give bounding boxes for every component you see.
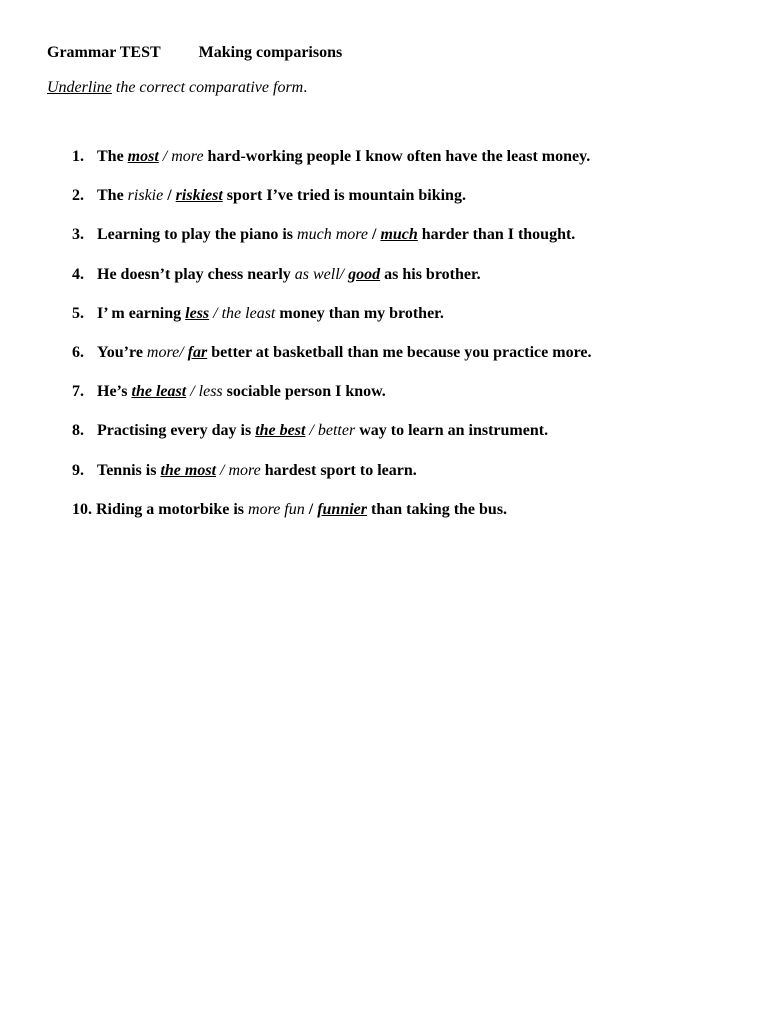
question-item [72, 344, 591, 383]
question-number: 7. [72, 383, 84, 401]
option-plain[interactable]: riskie [127, 187, 164, 205]
option-underlined[interactable]: funnier [317, 500, 367, 518]
worksheet-subtitle: Making comparisons [198, 44, 343, 61]
question-text-after: money than my brother. [275, 304, 444, 322]
question-text-before: Riding a motorbike is [96, 500, 249, 518]
question-text-after: harder than I thought. [417, 226, 576, 244]
question-item [72, 187, 591, 226]
option-separator: / [305, 422, 318, 440]
question-item [72, 422, 591, 461]
option-underlined[interactable]: most [127, 148, 159, 165]
option-plain[interactable]: more [228, 461, 261, 479]
question-text-after: way to learn an instrument. [355, 422, 549, 440]
question-number: 3. [72, 226, 84, 244]
instruction-underlined-word: Underline [47, 79, 112, 96]
option-plain[interactable]: much more [297, 226, 368, 244]
option-underlined[interactable]: the most [160, 461, 217, 479]
question-number: 2. [72, 187, 84, 205]
question-text-before: He doesn’t play chess nearly [97, 265, 295, 283]
question-item [72, 226, 591, 265]
question-number: 4. [72, 265, 84, 283]
option-separator: / [179, 343, 188, 361]
question-text-after: than taking the bus. [367, 500, 508, 518]
question-text-before: The [97, 187, 128, 205]
question-text-after: as his brother. [380, 265, 481, 283]
question-text-after: hardest sport to learn. [260, 461, 417, 479]
question-item [72, 148, 591, 187]
option-underlined[interactable]: less [185, 304, 210, 322]
option-plain[interactable]: more [146, 343, 180, 361]
option-plain[interactable]: as well [294, 265, 340, 283]
option-underlined[interactable]: riskiest [175, 187, 223, 205]
option-separator: / [216, 461, 229, 479]
question-item [72, 501, 591, 540]
question-number: 1. [72, 148, 84, 165]
question-text-before: Practising every day is [97, 422, 256, 440]
worksheet-title: Grammar TEST [47, 44, 161, 61]
option-underlined[interactable]: much [380, 226, 418, 244]
question-text-after: hard-working people I know often have the least money. [203, 148, 591, 165]
question-text-before: Learning to play the piano is [97, 226, 298, 244]
instruction-text: the correct comparative form [111, 79, 304, 96]
question-text-after: sport I’ve tried is mountain biking. [222, 187, 466, 205]
question-text-after: sociable person I know. [222, 383, 386, 401]
option-separator: / [339, 265, 349, 283]
question-number: 9. [72, 461, 84, 479]
option-plain[interactable]: better [317, 422, 356, 440]
question-text-before: I’ m earning [97, 304, 186, 322]
question-text-before: The [97, 148, 128, 165]
question-number: 8. [72, 422, 84, 440]
question-text-before: Tennis is [97, 461, 161, 479]
instruction-period: . [303, 79, 308, 96]
option-separator: / [163, 187, 176, 205]
question-number: 6. [72, 343, 84, 361]
question-item [72, 383, 591, 422]
option-separator: / [158, 148, 172, 165]
option-underlined[interactable]: the best [255, 422, 306, 440]
option-underlined[interactable]: far [187, 343, 208, 361]
worksheet-header [47, 44, 342, 62]
instruction-line [47, 79, 307, 97]
question-number: 10. [72, 500, 92, 518]
question-item [72, 305, 591, 344]
question-text-before: He’s [97, 383, 132, 401]
option-separator: / [186, 383, 199, 401]
option-plain[interactable]: the least [221, 304, 276, 322]
option-separator: / [367, 226, 381, 244]
question-text-before: You’re [97, 343, 147, 361]
question-item [72, 462, 591, 501]
option-separator: / [209, 304, 222, 322]
option-underlined[interactable]: good [348, 265, 381, 283]
question-list [72, 148, 591, 540]
option-plain[interactable]: less [198, 383, 223, 401]
option-plain[interactable]: more [171, 148, 204, 165]
option-separator: / [304, 500, 318, 518]
option-underlined[interactable]: the least [131, 383, 187, 401]
question-number: 5. [72, 304, 84, 322]
question-item [72, 266, 591, 305]
option-plain[interactable]: more fun [248, 500, 305, 518]
question-text-after: better at basketball than me because you practice more. [207, 343, 592, 361]
